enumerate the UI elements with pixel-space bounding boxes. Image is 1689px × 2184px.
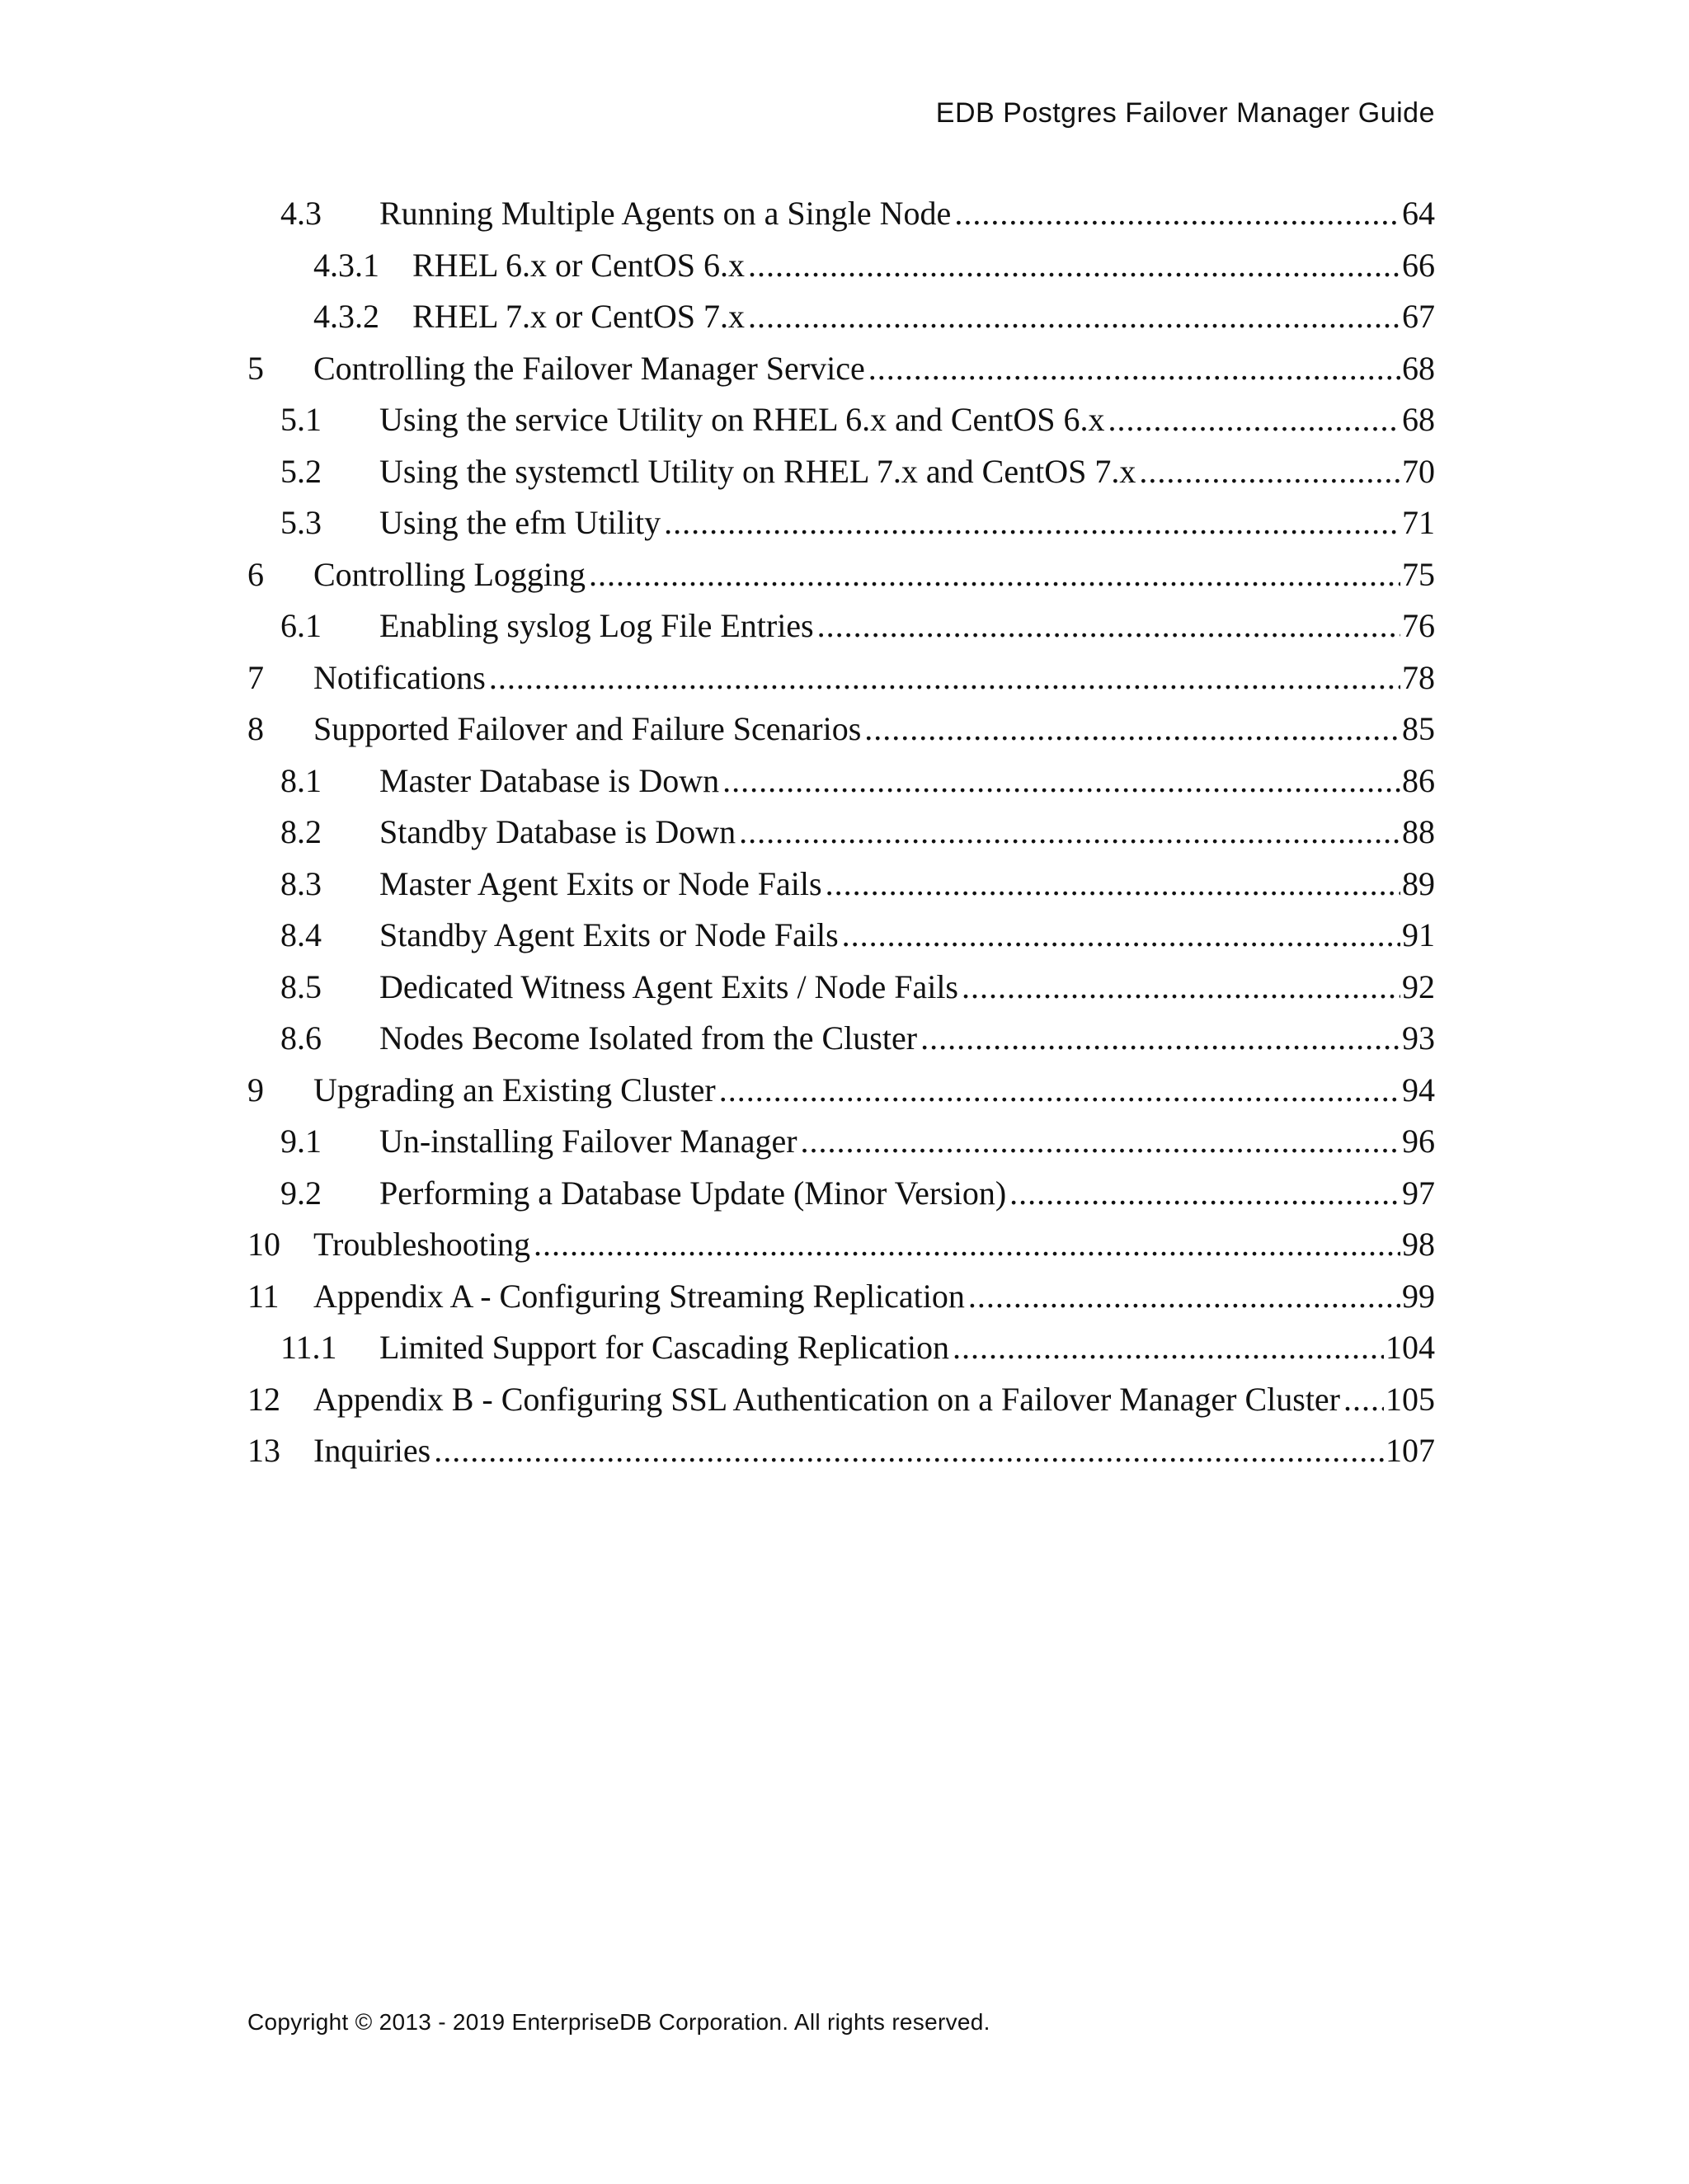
- toc-entry-page-number: 91: [1402, 916, 1435, 953]
- toc-entry-number: 13: [247, 1432, 280, 1469]
- toc-entry-number: 9: [247, 1071, 264, 1108]
- toc-dot-leader: [1009, 1168, 1400, 1220]
- toc-entry-page-number: 76: [1402, 607, 1435, 644]
- toc-dot-leader: [1139, 446, 1400, 498]
- toc-entry-page-number: 105: [1386, 1380, 1435, 1418]
- toc-entry-title: Un-installing Failover Manager: [379, 1123, 797, 1160]
- toc-dot-leader: [1108, 394, 1400, 446]
- toc-entry[interactable]: [247, 1168, 1435, 1220]
- toc-entry-number: 6.1: [280, 607, 322, 644]
- toc-dot-leader: [722, 755, 1400, 807]
- toc-entry[interactable]: [247, 859, 1435, 911]
- toc-dot-leader: [489, 652, 1400, 704]
- toc-entry-title: Standby Agent Exits or Node Fails: [379, 916, 839, 953]
- toc-dot-leader: [589, 549, 1400, 601]
- toc-entry-number: 4.3.1: [313, 246, 379, 284]
- page-footer-copyright: Copyright © 2013 - 2019 EnterpriseDB Corporation. All rights reserved.: [247, 2009, 990, 2035]
- toc-entry-title: Performing a Database Update (Minor Version): [379, 1174, 1007, 1212]
- toc-dot-leader: [868, 343, 1400, 395]
- toc-entry-title: Standby Database is Down: [379, 813, 736, 850]
- toc-entry[interactable]: [247, 1219, 1435, 1271]
- toc-entry-page-number: 85: [1402, 710, 1435, 747]
- toc-entry[interactable]: [247, 1065, 1435, 1117]
- toc-entry[interactable]: [247, 1013, 1435, 1065]
- toc-entry-number: 8.6: [280, 1019, 322, 1057]
- toc-entry-title: Using the service Utility on RHEL 6.x and CentOS 6.x: [379, 401, 1105, 438]
- toc-entry-title: Dedicated Witness Agent Exits / Node Fails: [379, 967, 958, 1005]
- toc-entry-number: 11: [247, 1277, 280, 1315]
- toc-dot-leader: [842, 910, 1400, 962]
- toc-dot-leader: [748, 291, 1400, 343]
- toc-entry-title: Notifications: [313, 658, 486, 696]
- toc-entry[interactable]: [247, 1322, 1435, 1374]
- toc-entry-page-number: 70: [1402, 452, 1435, 490]
- toc-entry[interactable]: [247, 704, 1435, 755]
- toc-entry[interactable]: [247, 343, 1435, 395]
- toc-dot-leader: [664, 497, 1400, 549]
- toc-entry[interactable]: [247, 1116, 1435, 1168]
- toc-entry-page-number: 88: [1402, 813, 1435, 850]
- toc-entry-title: Controlling the Failover Manager Service: [313, 349, 865, 387]
- toc-entry-number: 11.1: [280, 1329, 337, 1366]
- toc-dot-leader: [739, 807, 1400, 859]
- toc-entry-number: 8.1: [280, 761, 322, 799]
- toc-entry-title: Master Database is Down: [379, 761, 720, 799]
- toc-entry-page-number: 94: [1402, 1071, 1435, 1108]
- toc-entry[interactable]: [247, 652, 1435, 704]
- toc-entry[interactable]: [247, 910, 1435, 962]
- toc-entry-page-number: 64: [1402, 195, 1435, 232]
- toc-dot-leader: [920, 1013, 1400, 1065]
- toc-entry-title: Enabling syslog Log File Entries: [379, 607, 814, 644]
- toc-entry-page-number: 89: [1402, 864, 1435, 902]
- toc-entry[interactable]: [247, 600, 1435, 652]
- toc-entry-number: 8.2: [280, 813, 322, 850]
- toc-entry-number: 9.1: [280, 1123, 322, 1160]
- toc-entry-page-number: 99: [1402, 1277, 1435, 1315]
- toc-entry[interactable]: [247, 497, 1435, 549]
- toc-entry-number: 5.2: [280, 452, 322, 490]
- toc-dot-leader: [962, 962, 1400, 1014]
- toc-entry-title: Inquiries: [313, 1432, 431, 1469]
- toc-dot-leader: [534, 1219, 1400, 1271]
- table-of-contents: [247, 188, 1435, 1477]
- toc-entry[interactable]: [247, 394, 1435, 446]
- toc-entry[interactable]: [247, 755, 1435, 807]
- toc-entry-page-number: 93: [1402, 1019, 1435, 1057]
- toc-entry-title: Troubleshooting: [313, 1226, 531, 1263]
- toc-entry-title: Appendix A - Configuring Streaming Replication: [313, 1277, 965, 1315]
- toc-entry-page-number: 75: [1402, 555, 1435, 593]
- toc-dot-leader: [719, 1065, 1400, 1117]
- toc-dot-leader: [434, 1425, 1384, 1477]
- toc-entry-number: 10: [247, 1226, 280, 1263]
- toc-entry[interactable]: [247, 807, 1435, 859]
- toc-entry-number: 4.3: [280, 195, 322, 232]
- toc-entry-title: Running Multiple Agents on a Single Node: [379, 195, 952, 232]
- toc-entry-title: Limited Support for Cascading Replication: [379, 1329, 949, 1366]
- toc-entry-title: Nodes Become Isolated from the Cluster: [379, 1019, 918, 1057]
- toc-dot-leader: [748, 240, 1400, 292]
- toc-entry[interactable]: [247, 446, 1435, 498]
- toc-entry[interactable]: [247, 240, 1435, 292]
- toc-entry-title: Master Agent Exits or Node Fails: [379, 864, 822, 902]
- toc-entry[interactable]: [247, 1425, 1435, 1477]
- toc-entry-page-number: 104: [1386, 1329, 1435, 1366]
- toc-entry-title: RHEL 6.x or CentOS 6.x: [412, 246, 745, 284]
- toc-dot-leader: [826, 859, 1400, 911]
- toc-entry-number: 8: [247, 710, 264, 747]
- toc-dot-leader: [953, 1322, 1384, 1374]
- toc-entry-number: 4.3.2: [313, 298, 379, 335]
- toc-entry-title: Appendix B - Configuring SSL Authentication on a Failover Manager Cluster: [313, 1380, 1340, 1418]
- toc-dot-leader: [817, 600, 1400, 652]
- toc-entry-title: Upgrading an Existing Cluster: [313, 1071, 716, 1108]
- toc-entry-page-number: 78: [1402, 658, 1435, 696]
- toc-entry-page-number: 68: [1402, 401, 1435, 438]
- toc-entry-page-number: 86: [1402, 761, 1435, 799]
- toc-entry-title: Controlling Logging: [313, 555, 586, 593]
- toc-entry-number: 7: [247, 658, 264, 696]
- toc-entry[interactable]: [247, 962, 1435, 1014]
- toc-entry-page-number: 71: [1402, 504, 1435, 541]
- toc-entry-number: 9.2: [280, 1174, 322, 1212]
- toc-entry-page-number: 68: [1402, 349, 1435, 387]
- toc-entry-title: Supported Failover and Failure Scenarios: [313, 710, 862, 747]
- toc-entry-title: Using the efm Utility: [379, 504, 661, 541]
- toc-dot-leader: [954, 188, 1400, 240]
- page-header: EDB Postgres Failover Manager Guide: [935, 97, 1435, 129]
- toc-entry-page-number: 107: [1386, 1432, 1435, 1469]
- toc-dot-leader: [1343, 1374, 1384, 1426]
- toc-dot-leader: [864, 704, 1400, 755]
- toc-dot-leader: [968, 1271, 1400, 1323]
- toc-entry-number: 12: [247, 1380, 280, 1418]
- toc-entry-number: 8.3: [280, 864, 322, 902]
- toc-entry-number: 8.4: [280, 916, 322, 953]
- toc-entry-number: 5.1: [280, 401, 322, 438]
- toc-entry[interactable]: [247, 1374, 1435, 1426]
- toc-entry-page-number: 67: [1402, 298, 1435, 335]
- toc-entry-page-number: 66: [1402, 246, 1435, 284]
- toc-entry-number: 6: [247, 555, 264, 593]
- toc-entry[interactable]: [247, 1271, 1435, 1323]
- toc-entry-number: 8.5: [280, 967, 322, 1005]
- toc-entry-page-number: 92: [1402, 967, 1435, 1005]
- toc-entry[interactable]: [247, 549, 1435, 601]
- toc-dot-leader: [801, 1116, 1400, 1168]
- toc-entry[interactable]: [247, 188, 1435, 240]
- toc-entry-number: 5: [247, 349, 264, 387]
- toc-entry-title: RHEL 7.x or CentOS 7.x: [412, 298, 745, 335]
- toc-entry[interactable]: [247, 291, 1435, 343]
- toc-entry-page-number: 96: [1402, 1123, 1435, 1160]
- toc-entry-page-number: 98: [1402, 1226, 1435, 1263]
- toc-entry-number: 5.3: [280, 504, 322, 541]
- toc-entry-title: Using the systemctl Utility on RHEL 7.x and CentOS 7.x: [379, 452, 1136, 490]
- toc-entry-page-number: 97: [1402, 1174, 1435, 1212]
